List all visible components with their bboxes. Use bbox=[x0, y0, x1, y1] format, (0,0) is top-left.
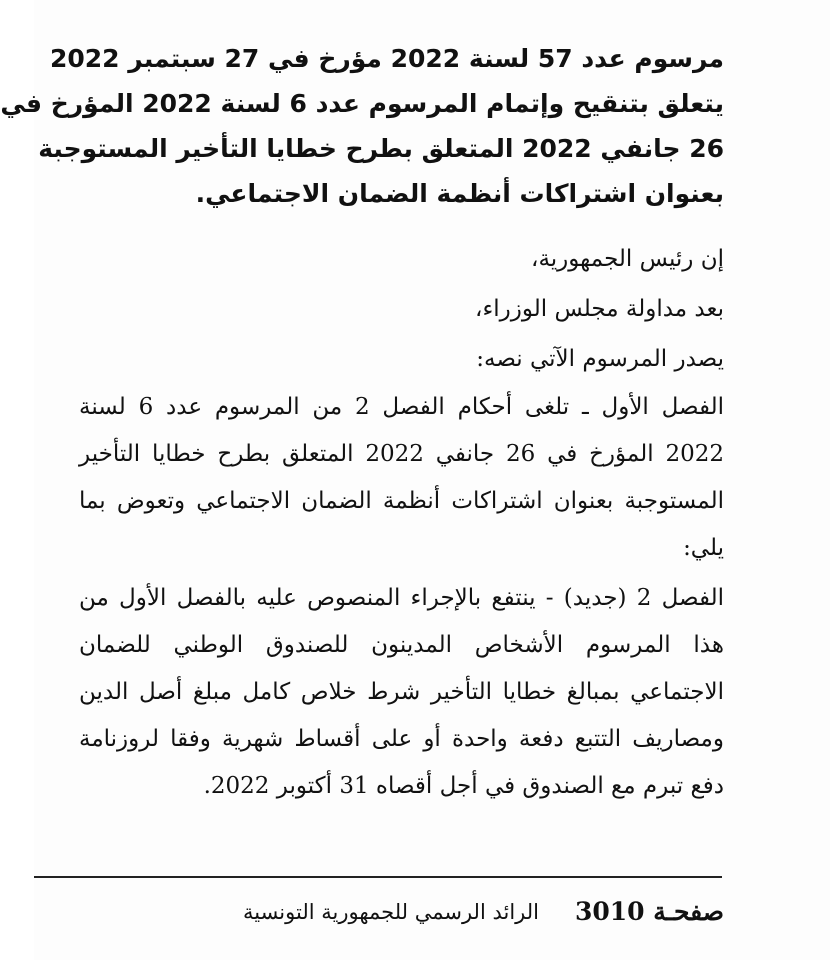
article-one: الفصل الأول ـ تلغى أحكام الفصل 2 من المرسوم عدد 6 لسنة 2022 المؤرخ في 26 جانفي 2022 المتعلق بطرح خطايا التأخير المستوجبة بعنوان اشتراكات أنظمة الضمان الاجتماعي وتعوض بما يلي: bbox=[79, 394, 724, 561]
decree-title-line: مرسوم عدد 57 لسنة 2022 مؤرخ في 27 سبتمبر 2022 bbox=[49, 44, 724, 73]
footer-divider bbox=[34, 876, 722, 878]
official-journal-name: الرائد الرسمي للجمهورية التونسية bbox=[242, 900, 539, 924]
decree-title bbox=[0, 36, 724, 216]
decree-content bbox=[0, 36, 724, 810]
president-preamble: إن رئيس الجمهورية، bbox=[531, 246, 724, 272]
decree-title-line: يتعلق بتنقيح وإتمام المرسوم عدد 6 لسنة 2022 المؤرخ في bbox=[0, 89, 724, 118]
decree-title-line: 26 جانفي 2022 المتعلق بطرح خطايا التأخير المستوجبة bbox=[38, 134, 724, 163]
page-number: صفحـة 3010 bbox=[574, 897, 724, 926]
council-deliberation: بعد مداولة مجلس الوزراء، bbox=[475, 296, 724, 322]
promulgation-line: يصدر المرسوم الآتي نصه: bbox=[476, 346, 724, 372]
page-footer bbox=[34, 890, 724, 934]
article-two-new: الفصل 2 (جديد) - ينتفع بالإجراء المنصوص عليه بالفصل الأول من هذا المرسوم الأشخاص المدينون للصندوق الوطني للضمان الاجتماعي بمبالغ خطايا التأخير شرط خلاص كامل مبلغ أصل الدين ومصاريف التتبع دفعة واحدة أو على أقساط شهرية وفقا لروزنامة دفع تبرم مع الصندوق في أجل أقصاه 31 أكتوبر 2022. bbox=[79, 585, 724, 799]
decree-title-line: بعنوان اشتراكات أنظمة الضمان الاجتماعي. bbox=[195, 179, 724, 208]
